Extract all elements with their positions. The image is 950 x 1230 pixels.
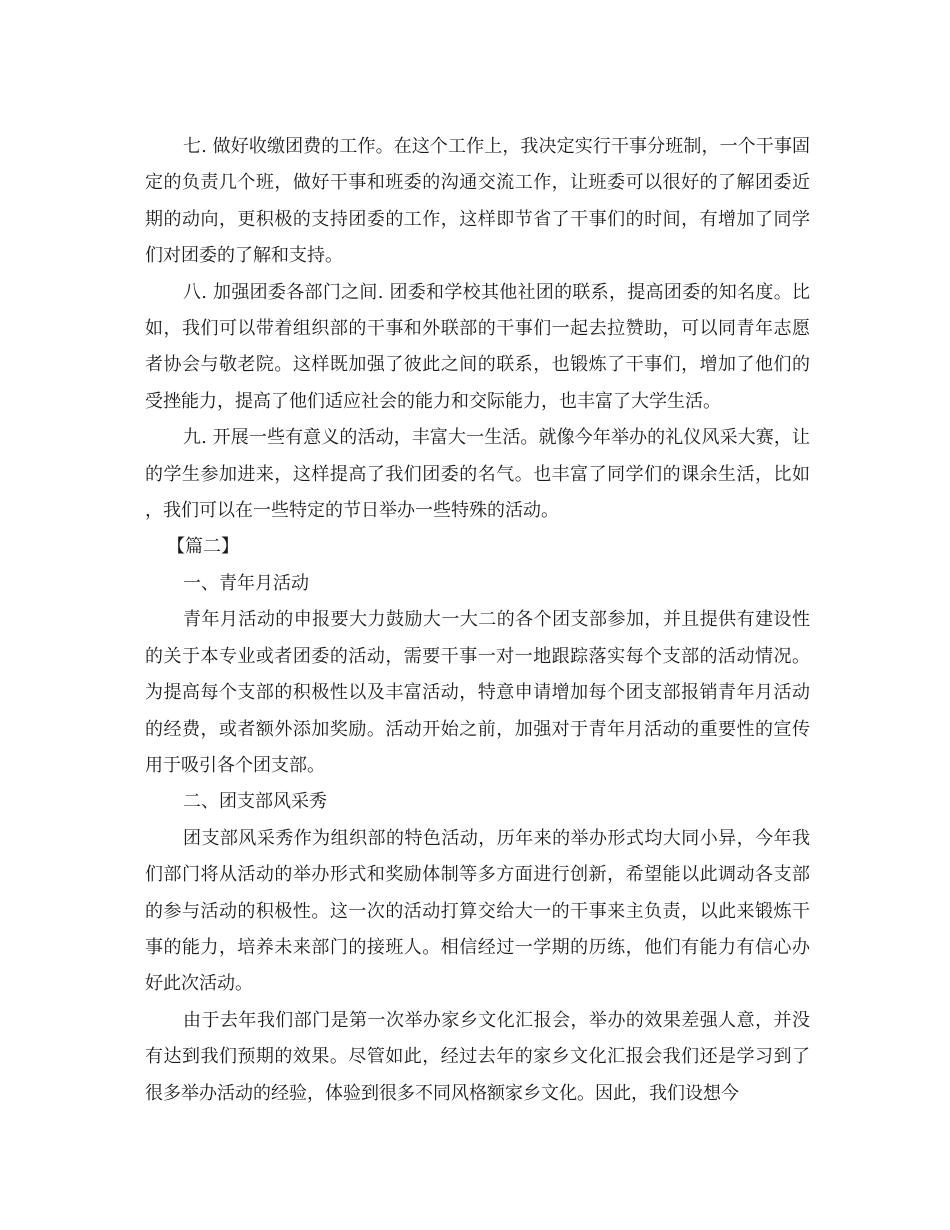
paragraph-hometown-culture: 由于去年我们部门是第一次举办家乡文化汇报会，举办的效果差强人意，并没有达到我们预期的效果。尽管如此，经过去年的家乡文化汇报会我们还是学习到了很多举办活动的经验，体验到很多不同风格额家乡文化。因此，我们设想今: [145, 1009, 810, 1104]
document-body: [145, 129, 810, 1112]
paragraph-youth-month: 青年月活动的申报要大力鼓励大一大二的各个团支部参加，并且提供有建设性的关于本专业或者团委的活动，需要干事一对一地跟踪落实每个支部的活动情况。为提高每个支部的积极性以及丰富活动，特意申请增加每个团支部报销青年月活动的经费，或者额外添加奖励。活动开始之前，加强对于青年月活动的重要性的宣传用于吸引各个团支部。: [145, 609, 810, 776]
paragraph-eight: 八. 加强团委各部门之间. 团委和学校其他社团的联系，提高团委的知名度。比如，我们可以带着组织部的干事和外联部的干事们一起去拉赞助，可以同青年志愿者协会与敬老院。这样既加强了彼此之间的联系，也锻炼了干事们，增加了他们的受挫能力，提高了他们适应社会的能力和交际能力，也丰富了大学生活。: [145, 281, 810, 412]
paragraph-nine: 九. 开展一些有意义的活动，丰富大一生活。就像今年举办的礼仪风采大赛，让的学生参加进来，这样提高了我们团委的名气。也丰富了同学们的课余生活，比如，我们可以在一些特定的节日举办一些特殊的活动。: [145, 427, 810, 522]
subheading-youth-month: 一、青年月活动: [183, 572, 309, 594]
paragraph-branch-showcase: 团支部风采秀作为组织部的特色活动，历年来的举办形式均大同小异，今年我们部门将从活动的举办形式和奖励体制等多方面进行创新，希望能以此调动各支部的参与活动的积极性。这一次的活动打算交给大一的干事来主负责，以此来锻炼干事的能力，培养未来部门的接班人。相信经过一学期的历练，他们有能力有信心办好此次活动。: [145, 827, 810, 995]
section-heading-part-two: 【篇二】: [167, 536, 239, 558]
subheading-branch-showcase: 二、团支部风采秀: [183, 791, 327, 813]
paragraph-seven: 七. 做好收缴团费的工作。在这个工作上，我决定实行干事分班制，一个干事固定的负责几个班，做好干事和班委的沟通交流工作，让班委可以很好的了解团委近期的动向，更积极的支持团委的工作，这样即节省了干事们的时间，有增加了同学们对团委的了解和支持。: [145, 136, 810, 267]
